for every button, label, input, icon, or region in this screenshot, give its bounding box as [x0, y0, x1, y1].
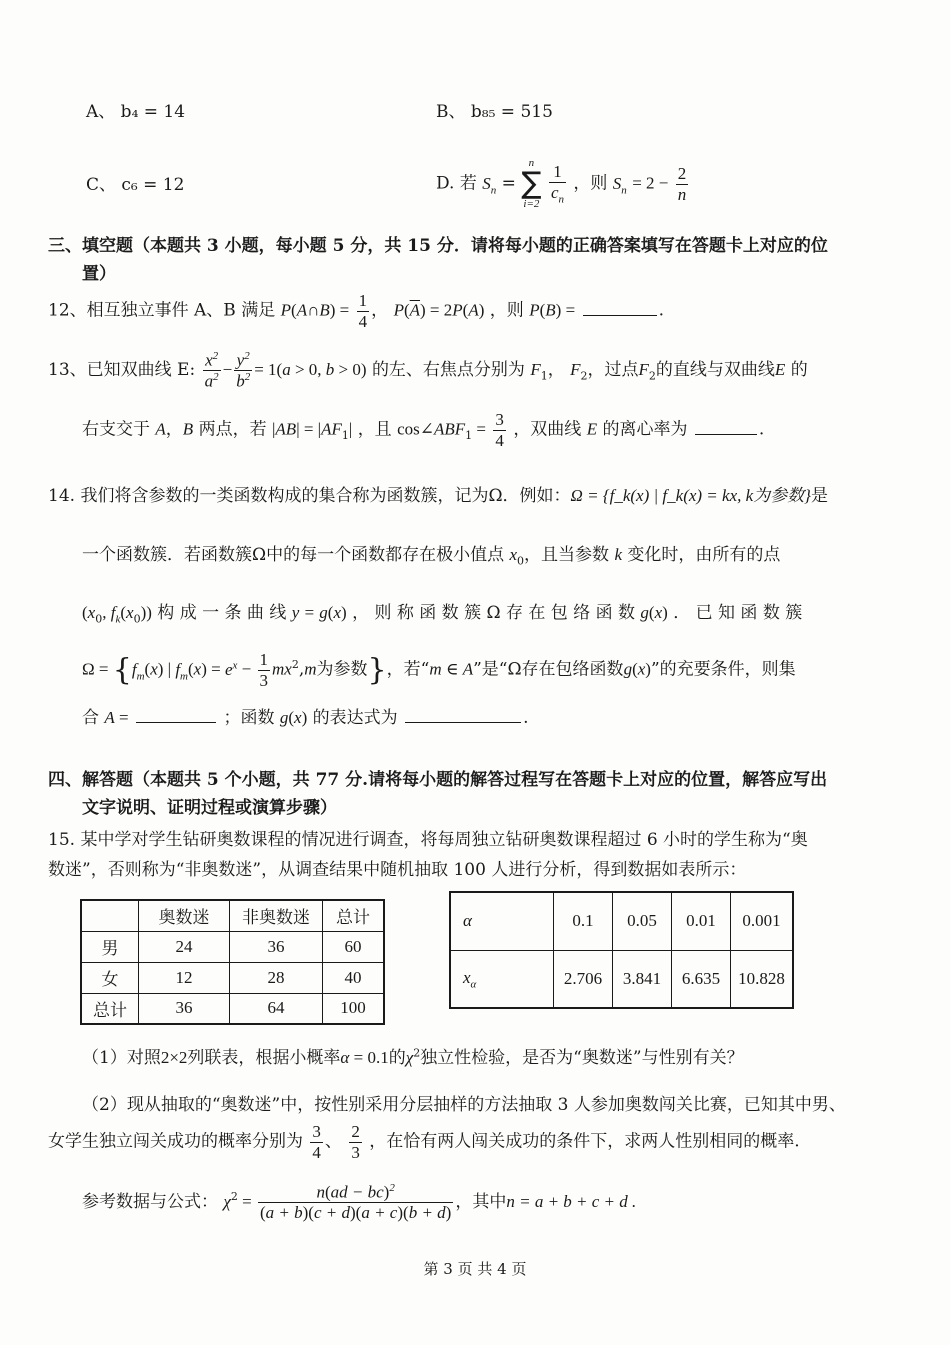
question-15-part2-line2: 女学生独立闯关成功的概率分别为 $\frac{3}{4}$ 、 $\frac{2}{3}$ ，在恰有两人闯关成功的条件下，求两人性别相同的概率. [48, 1122, 800, 1162]
table-cell: 3.841 [613, 950, 672, 1008]
question-15-intro-2: 数迷”，否则称为“非奥数迷”，从调查结果中随机抽取 100 人进行分析，得到数据如表所示： [48, 860, 747, 880]
table-cell: 36 [139, 993, 230, 1024]
table-cell: 男 [81, 931, 139, 962]
reference-formula: 参考数据与公式： $\chi^2$ = $\frac{n(ad - bc)^2}{(a + b)(c + d)(a + c)(b + d)}$ ，其中n = a + b + c + d . [82, 1182, 637, 1223]
table-cell: 60 [323, 931, 385, 962]
table-row [81, 962, 384, 993]
contingency-table [80, 899, 385, 1025]
question-14-line3: ($x_0$, $f_k(x_0)$) 构 成 一 条 曲 线 y = g(x) ， 则 称 函 数 簇 Ω 存 在 包 络 函 数 g(x) ． 已 知 函 数 簇 [82, 603, 803, 626]
section4-heading: 四、解答题（本题共 5 个小题，共 77 分.请将每小题的解答过程写在答题卡上对应的位置，解答应写出 [48, 770, 828, 790]
question-14-line4: $\Omega = \{f_m(x)$ | $f_m(x) = e^x$ − $\frac{1}{3}$ $mx^2,m$为参数}，若“m ∈ A”是“Ω存在包络函数g(x)”的充要条件，则集 [82, 650, 796, 690]
page-footer: 第 3 页 共 4 页 [423, 1260, 527, 1278]
table-row [81, 993, 384, 1024]
question-13-line2: 右支交于 A，B 两点，若 $|AB| = |AF_1|$ ，且 $\cos\angle ABF_1$ = $\frac{3}{4}$ ，双曲线 E 的离心率为 . [82, 410, 765, 450]
table-row [81, 931, 384, 962]
table-header-cell [81, 900, 139, 931]
table-cell: 0.001 [731, 892, 794, 950]
x-alpha-label: $x_\alpha$ [450, 950, 554, 1008]
table-cell: 6.635 [672, 950, 731, 1008]
question-15-intro-1: 15. 某中学对学生钻研奥数课程的情况进行调查，将每周独立钻研奥数课程超过 6 小时的学生称为“奥 [48, 830, 808, 850]
section3-heading-cont: 置） [82, 264, 116, 284]
table-cell: 总计 [81, 993, 139, 1024]
critical-value-table [449, 891, 794, 1009]
table-cell: 2.706 [554, 950, 613, 1008]
table-cell: 28 [230, 962, 323, 993]
question-14-line2: 一个函数簇．若函数簇Ω中的每一个函数都存在极小值点 $x_0$，且当参数 k 变化时，由所有的点 [82, 545, 781, 568]
table-header-cell: 非奥数迷 [230, 900, 323, 931]
question-12: 12、相互独立事件 A、B 满足 P(A∩B) = $\frac{1}{4}$ ， $P(\overline{A}) = 2P(A)$ ，则 P(B) = . [48, 291, 664, 331]
table-cell: 0.01 [672, 892, 731, 950]
table-cell: 12 [139, 962, 230, 993]
option-d: D. 若 $S_n = n$ ∑ i=2 $\frac{1}{c_n}$ ，则 $S_n = 2$ − $\frac{2}{n}$ [436, 157, 687, 210]
table-cell: 0.05 [613, 892, 672, 950]
alpha-label: α [450, 892, 554, 950]
question-14-line1: 14. 我们将含参数的一类函数构成的集合称为函数簇，记为Ω．例如：Ω = {f_k(x) | f_k(x) = kx, k为参数}是 [48, 486, 828, 506]
table-cell: 100 [323, 993, 385, 1024]
question-14-line5: 合 A = ；函数 g(x) 的表达式为 . [82, 708, 529, 728]
table-cell: 0.1 [554, 892, 613, 950]
section3-heading: 三、填空题（本题共 3 小题，每小题 5 分，共 15 分．请将每小题的正确答案填写在答题卡上对应的位 [48, 236, 828, 256]
section4-heading-cont: 文字说明、证明过程或演算步骤） [82, 798, 337, 818]
table-cell: 40 [323, 962, 385, 993]
table-header-cell: 总计 [323, 900, 385, 931]
table-cell: 10.828 [731, 950, 794, 1008]
table-cell: 64 [230, 993, 323, 1024]
table-row [450, 950, 793, 1008]
table-cell: 36 [230, 931, 323, 962]
question-13-line1: 13、已知双曲线 E: $\frac{x^2}{a^2}$ − $\frac{y^2}{b^2}$ = 1(a > 0, b > 0) 的左、右焦点分别为 $F_1$， $F_2$，过点$F_2$的直线与双曲线E 的 [48, 350, 808, 391]
question-15-part1: （1）对照2×2列联表，根据小概率α = 0.1的$\chi^2$独立性检验，是否为“奥数迷”与性别有关？ [82, 1046, 744, 1068]
question-15-part2-line1: （2）现从抽取的“奥数迷”中，按性别采用分层抽样的方法抽取 3 人参加奥数闯关比赛，已知其中男、 [82, 1095, 846, 1115]
table-row [450, 892, 793, 950]
table-cell: 24 [139, 931, 230, 962]
table-cell: 女 [81, 962, 139, 993]
option-c: C、 c₆ = 12 [86, 175, 185, 195]
table-header-cell: 奥数迷 [139, 900, 230, 931]
option-a: A、 b₄ = 14 [86, 102, 186, 122]
option-b: B、 b₈₅ = 515 [436, 102, 553, 122]
